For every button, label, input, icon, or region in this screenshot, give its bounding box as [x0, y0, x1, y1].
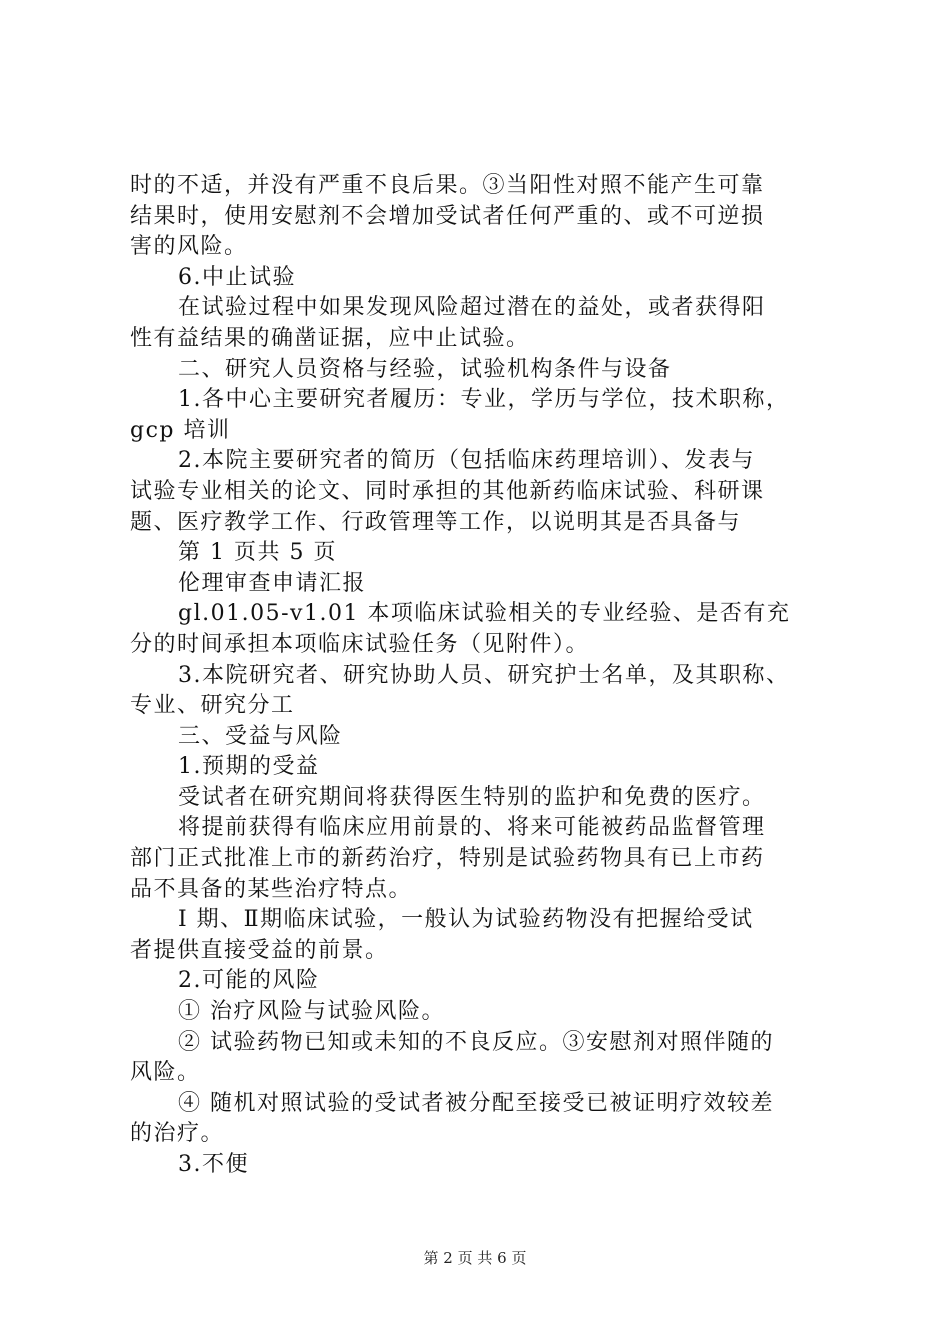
text-line: ① 治疗风险与试验风险。: [178, 999, 445, 1025]
text-line: 试验专业相关的论文、同时承担的其他新药临床试验、科研课: [130, 478, 765, 504]
subsection-heading: 2.可能的风险: [178, 968, 320, 994]
text-line: 3.本院研究者、研究协助人员、研究护士名单，及其职称、: [178, 662, 790, 688]
section-heading: 6.中止试验: [178, 264, 296, 290]
text-line: 者提供直接受益的前景。: [130, 937, 389, 963]
document-body: [130, 171, 830, 1181]
text-line: Ⅰ 期、Ⅱ期临床试验，一般认为试验药物没有把握给受试: [178, 907, 754, 933]
text-line: 题、医疗教学工作、行政管理等工作，以说明其是否具备与: [130, 509, 742, 535]
inline-page-marker: 第 1 页共 5 页: [178, 540, 337, 566]
text-line: 2.本院主要研究者的简历（包括临床药理培训）、发表与: [178, 448, 755, 474]
section-heading: 三、受益与风险: [178, 723, 343, 749]
text-line: gcp 培训: [130, 417, 231, 443]
inline-document-title: 伦理审查申请汇报: [178, 570, 367, 596]
text-line: ② 试验药物已知或未知的不良反应。③安慰剂对照伴随的: [178, 1029, 774, 1055]
text-line: gl.01.05-v1.01 本项临床试验相关的专业经验、是否有充: [178, 601, 791, 627]
text-line: ④ 随机对照试验的受试者被分配至接受已被证明疗效较差: [178, 1090, 774, 1116]
page-footer: 第 2 页 共 6 页: [423, 1249, 527, 1267]
subsection-heading: 1.预期的受益: [178, 754, 320, 780]
subsection-heading: 3.不便: [178, 1152, 249, 1177]
text-line: 在试验过程中如果发现风险超过潜在的益处，或者获得阳: [178, 295, 766, 321]
text-line: 结果时，使用安慰剂不会增加受试者任何严重的、或不可逆损: [130, 203, 765, 229]
text-line: 害的风险。: [130, 234, 248, 260]
text-line: 将提前获得有临床应用前景的、将来可能被药品监督管理: [178, 815, 766, 841]
section-heading: 二、研究人员资格与经验，试验机构条件与设备: [178, 356, 672, 382]
text-line: 性有益结果的确凿证据，应中止试验。: [130, 325, 530, 351]
text-line: 1.各中心主要研究者履历：专业，学历与学位，技术职称，: [178, 387, 790, 413]
text-line: 风险。: [130, 1060, 201, 1086]
text-line: 专业、研究分工: [130, 693, 295, 719]
text-line: 的治疗。: [130, 1121, 225, 1147]
text-line: 时的不适，并没有严重不良后果。③当阳性对照不能产生可靠: [130, 173, 765, 198]
text-line: 分的时间承担本项临床试验任务（见附件）。: [130, 631, 590, 657]
text-line: 品不具备的某些治疗特点。: [130, 876, 413, 902]
text-line: 受试者在研究期间将获得医生特别的监护和免费的医疗。: [178, 784, 766, 810]
text-line: 部门正式批准上市的新药治疗，特别是试验药物具有已上市药: [130, 846, 765, 872]
